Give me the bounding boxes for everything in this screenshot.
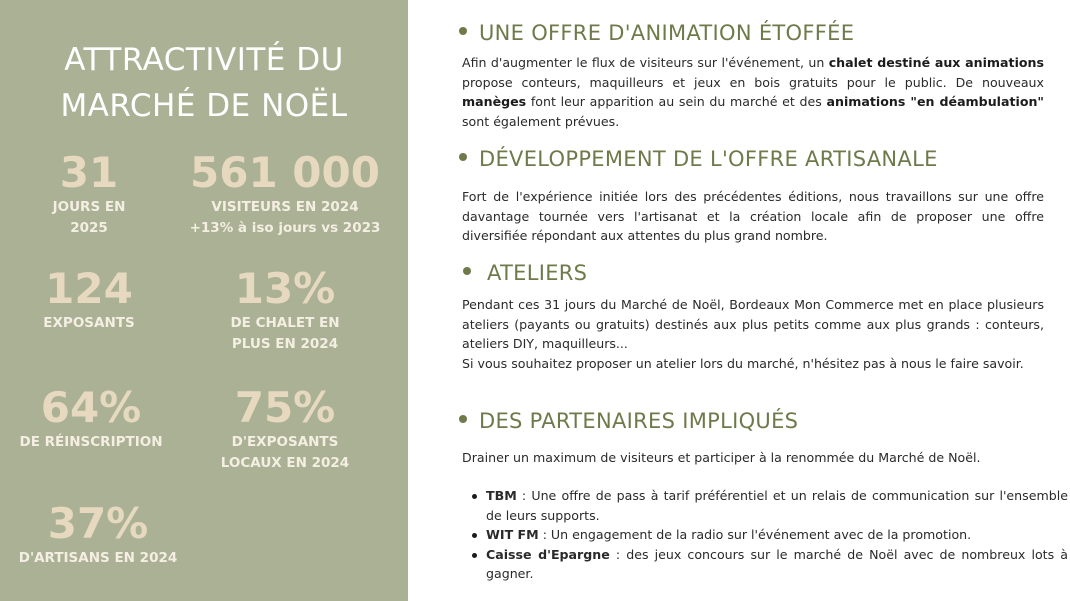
heading-text: DÉVELOPPEMENT DE L'OFFRE ARTISANALE <box>479 147 938 171</box>
stat-value: 31 <box>59 148 119 197</box>
heading-animation <box>459 19 854 47</box>
heading-ateliers <box>463 259 587 287</box>
bold-text: chalet destiné aux animations <box>828 55 1045 70</box>
stat-reinscription <box>6 383 176 453</box>
stat-label: DE RÉINSCRIPTION <box>19 434 163 450</box>
list-item <box>486 545 1068 584</box>
stat-days <box>20 148 158 239</box>
panel-title-line2: MARCHÉ DE NOËL <box>60 88 348 124</box>
text: Pendant ces 31 jours du Marché de Noël, Bordeaux Mon Commerce met en place plusieurs ateliers (payants ou gratuits) destinés aux plus petits comme aux plus grands : conteurs, ateliers DIY, maquilleurs... <box>462 297 1044 352</box>
stat-label: D'EXPOSANTS <box>231 434 339 450</box>
paragraph-partenaires-intro: Drainer un maximum de visiteurs et participer à la renommée du Marché de Noël. <box>462 450 981 465</box>
bold-text: manèges <box>462 94 527 110</box>
stat-value: 64% <box>40 383 142 432</box>
partner-name: TBM <box>486 488 517 503</box>
paragraph-artisanale: Fort de l'expérience initiée lors des précédentes éditions, nous travaillons sur une offre davantage tournée vers l'artisanat et la création locale afin de proposer une offre diversifiée répondant aux attentes du plus grand nombre. <box>462 189 1044 244</box>
text: propose conteurs, maquilleurs et jeux en bois gratuits pour le public. De nouveaux <box>462 74 1044 90</box>
bold-text: animations "en déambulation" <box>826 94 1044 110</box>
partner-text: : Un engagement de la radio sur l'événement avec de la promotion. <box>538 527 972 543</box>
stat-label: EXPOSANTS <box>43 315 135 331</box>
stat-label: JOURS EN <box>52 199 126 215</box>
partner-name: Caisse d'Epargne <box>486 546 610 562</box>
heading-text: UNE OFFRE D'ANIMATION ÉTOFFÉE <box>479 21 855 45</box>
text: Afin d'augmenter le flux de visiteurs sur l'événement, un <box>462 55 829 70</box>
list-item <box>486 486 1068 525</box>
stats-panel <box>0 0 408 601</box>
stat-value: 561 000 <box>190 148 380 197</box>
bullet-icon <box>459 27 467 35</box>
stat-label: +13% à iso jours vs 2023 <box>189 220 381 236</box>
stat-value: 37% <box>47 499 149 548</box>
paragraph-ateliers <box>462 295 1044 373</box>
stat-chalets <box>200 264 370 355</box>
stat-local-exhibitors <box>200 383 370 474</box>
stat-value: 124 <box>45 264 133 313</box>
partner-text: : des jeux concours sur le marché de Noël avec de nombreux lots à gagner. <box>486 546 1068 582</box>
paragraph-animation <box>462 53 1044 131</box>
panel-title-line1: ATTRACTIVITÉ DU <box>64 42 344 78</box>
bullet-icon <box>459 415 467 423</box>
stat-exhibitors <box>20 264 158 334</box>
stat-label: DE CHALET EN <box>230 315 340 331</box>
stat-artisans <box>6 499 190 569</box>
stat-label: VISITEURS EN 2024 <box>211 199 359 215</box>
stat-visitors <box>165 148 405 239</box>
stat-value: 13% <box>234 264 336 313</box>
stat-label: LOCAUX EN 2024 <box>220 455 350 471</box>
text: font leur apparition au sein du marché et des <box>526 94 827 110</box>
text: Si vous souhaitez proposer un atelier lors du marché, n'hésitez pas à nous le faire savoir. <box>462 355 1024 371</box>
partner-name: WIT FM <box>486 527 539 543</box>
stat-label: PLUS EN 2024 <box>231 336 339 352</box>
list-item <box>486 525 1068 545</box>
stat-value: 75% <box>234 383 336 432</box>
heading-artisanale <box>459 145 938 173</box>
bullet-icon <box>463 267 471 275</box>
heading-text: ATELIERS <box>487 261 588 285</box>
bullet-icon <box>459 153 467 161</box>
text: sont également prévues. <box>462 113 620 129</box>
partner-text: : Une offre de pass à tarif préférentiel et un relais de communication sur l'ensemble de leurs supports. <box>486 488 1068 523</box>
heading-partenaires <box>459 407 798 435</box>
panel-title <box>0 37 408 129</box>
stat-label: 2025 <box>70 220 108 236</box>
heading-text: DES PARTENAIRES IMPLIQUÉS <box>479 409 799 433</box>
stat-label: D'ARTISANS EN 2024 <box>18 550 178 566</box>
partners-list <box>462 486 1068 584</box>
